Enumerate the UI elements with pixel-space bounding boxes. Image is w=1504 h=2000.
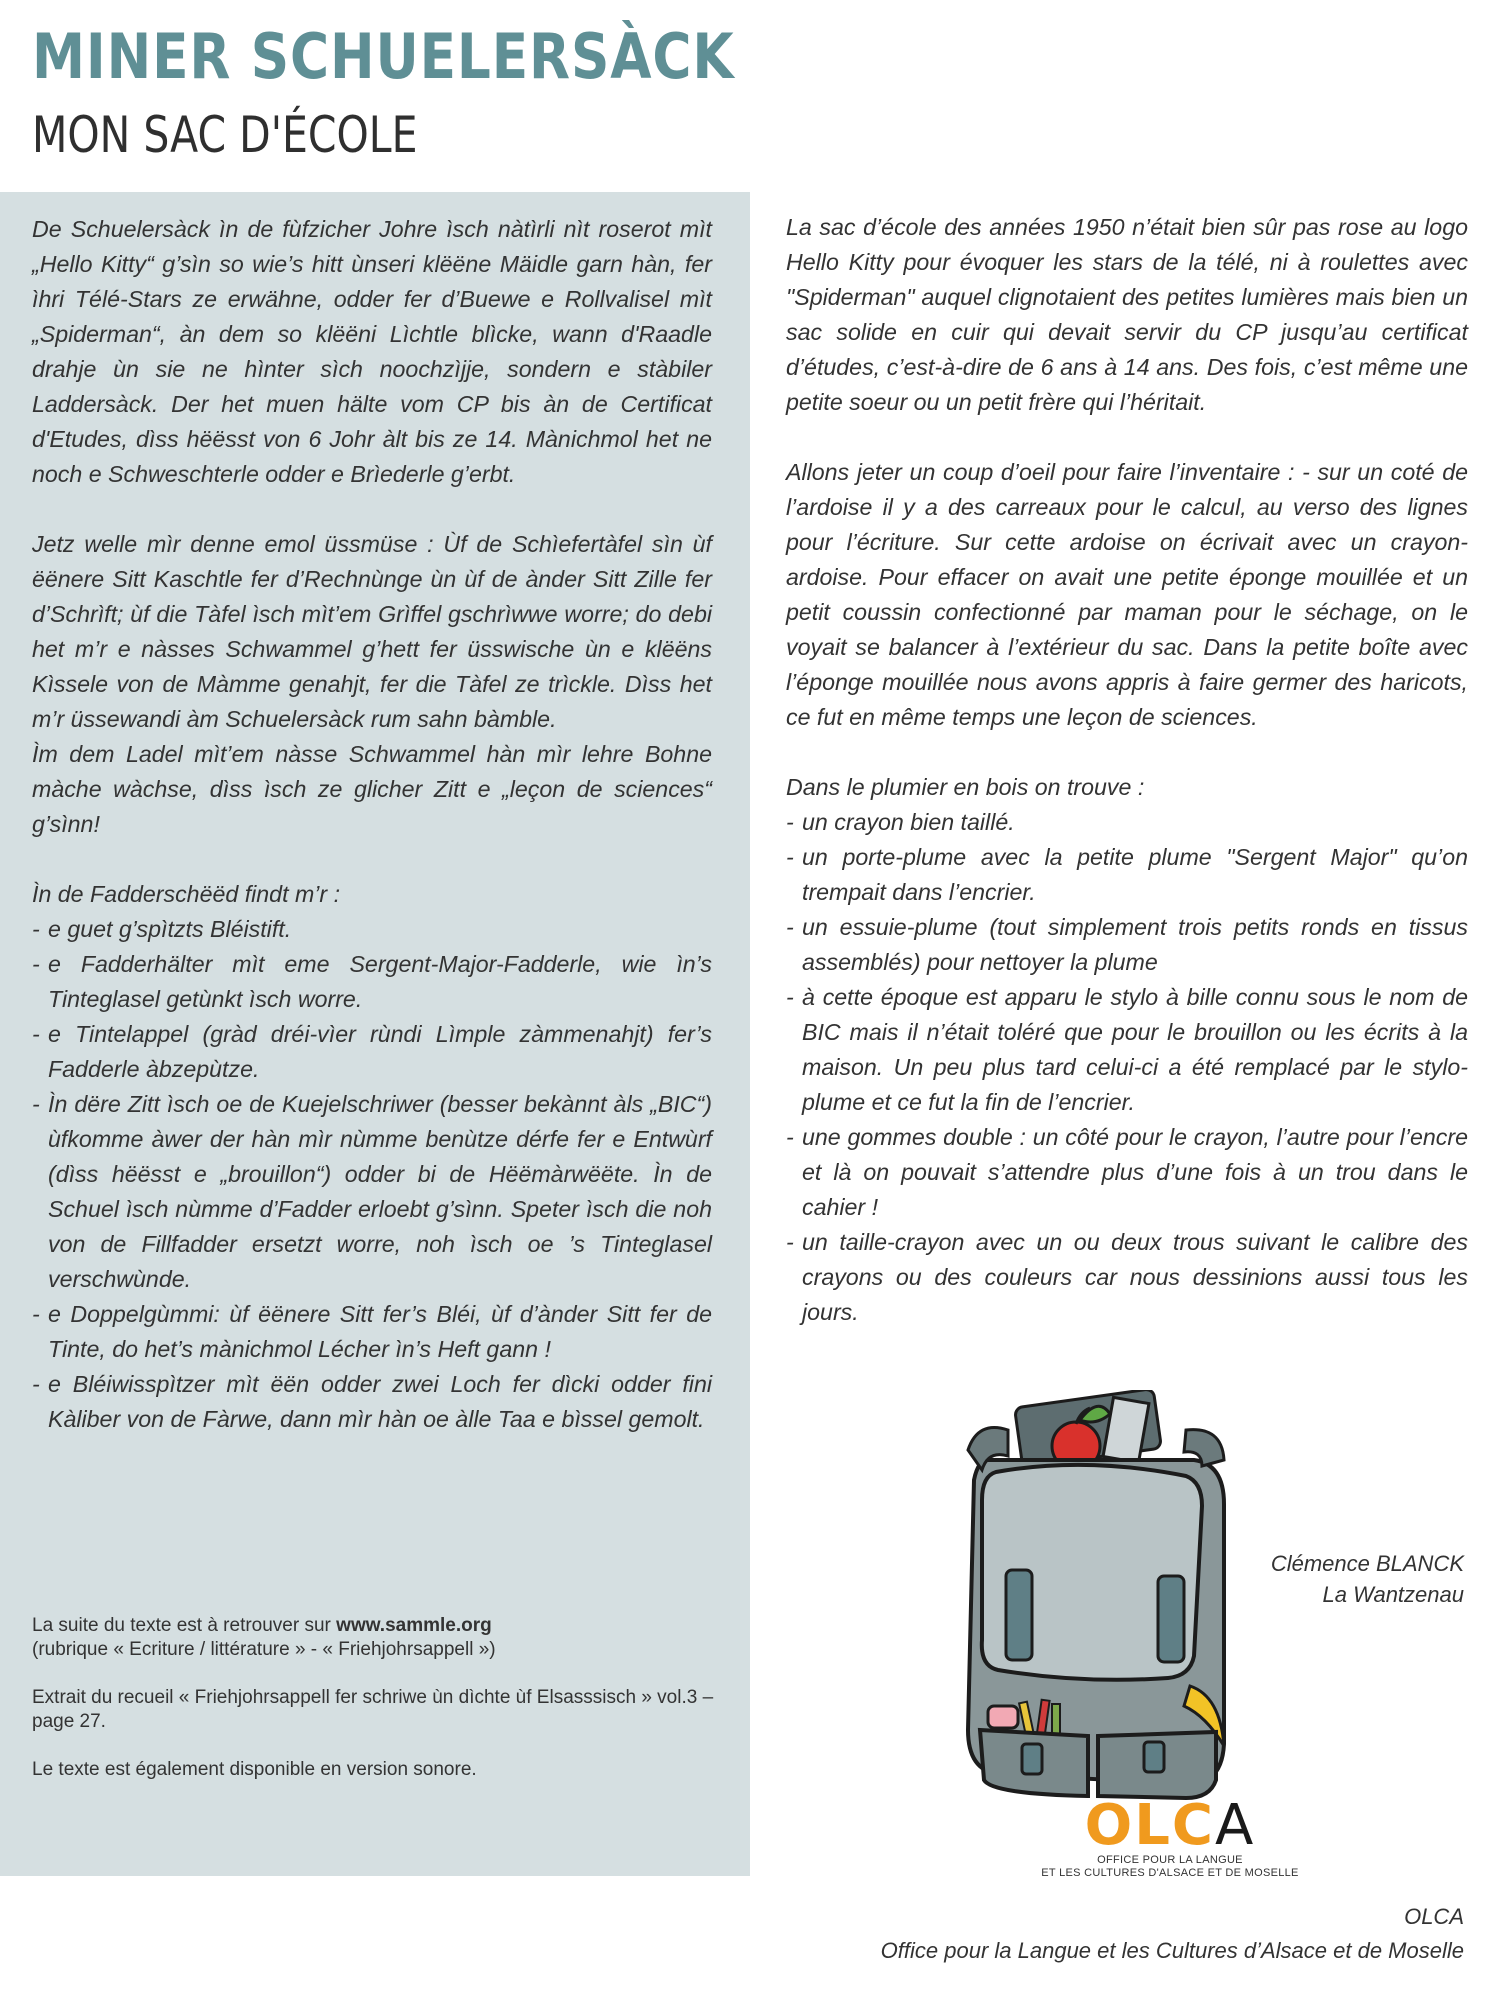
alsatian-panel: [0, 192, 750, 1876]
list-item: - e guet g’spìtzts Bléistift.: [32, 912, 712, 947]
list-item: - e Bléiwisspìtzer mìt ëën odder zwei Loch fer dìcki odder fini Kàliber von de Fàrwe, dann mìr hàn oe àlle Taa e bìssel gemolt.: [32, 1367, 712, 1437]
french-item-list: [786, 805, 1468, 1330]
alsatian-item-list: [32, 912, 712, 1437]
audio-note: Le texte est également disponible en version sonore.: [32, 1759, 477, 1780]
category-note: (rubrique « Ecriture / littérature » - « Friehjohrsappell »): [32, 1639, 496, 1660]
list-item: - e Tintelappel (gràd dréi-vìer rùndi Lìmple zàmmenahjt) fer’s Fadderle àbzepùtze.: [32, 1017, 712, 1087]
french-text: [786, 210, 1468, 1330]
alsatian-inventory: Jetz welle mìr denne emol üssmüse : Ùf de Schìefertàfel sìn ùf ëënere Sitt Kaschtle fer d’Rechnùnge ùn ùf de ànder Sitt Zille fer d’Schrìft; ùf die Tàfel ìsch mìt’em Grìffel gschrìwwe worre; do debi het m’r e nàsses Schwammel g’hett fer üsswische ùn e klëëns Kìssele von de Màmme genahjt, fer die Tàfel ze trìckle. Dìss het m’r üssewandi àm Schuelersàck rum sahn bàmble.: [32, 531, 712, 732]
french-intro: La sac d’école des années 1950 n’était bien sûr pas rose au logo Hello Kitty pour évoquer les stars de la télé, ni à roulettes avec "Spiderman" auquel clignotaient des petites lumières mais bien un sac solide en cuir qui devait servir du CP jusqu’au certificat d’études, c’est-à-dire de 6 ans à 14 ans. Des fois, c’est même une petite soeur ou un petit frère qui l’héritait.: [786, 214, 1468, 415]
french-inventory: Allons jeter un coup d’oeil pour faire l’inventaire : - sur un coté de l’ardoise il y a des carreaux pour le calcul, au verso des lignes pour l’écriture. Sur cette ardoise on écrivait avec un crayon-ardoise. Pour effacer on avait une petite éponge mouillée et un petit coussin confectionné par maman pour le séchage, on le voyait se balancer à l’extérieur du sac. Dans la petite boîte avec l’éponge mouillée nous avons appris à faire germer des haricots, ce fut en même temps une leçon de sciences.: [786, 459, 1468, 730]
olca-logo-line2: ET LES CULTURES D'ALSACE ET DE MOSELLE: [1041, 1867, 1299, 1879]
footer-full-name: Office pour la Langue et les Cultures d’Alsace et de Moselle: [880, 1938, 1464, 1963]
french-pencil-case-intro: Dans le plumier en bois on trouve :: [786, 774, 1145, 800]
olca-logo-main: OLC: [1084, 1793, 1216, 1858]
list-item: - e Doppelgùmmi: ùf ëënere Sitt fer’s Bléi, ùf d’ànder Sitt fer de Tinte, do het’s mànichmol Lécher ìn’s Heft gann !: [32, 1297, 712, 1367]
list-item: - à cette époque est apparu le stylo à bille connu sous le nom de BIC mais il n’était toléré que pour le brouillon ou les écrits à la maison. Un peu plus tard celui-ci a été remplacé par le stylo-plume et ce fut la fin de l’encrier.: [786, 980, 1468, 1120]
author-name: Clémence BLANCK: [1270, 1551, 1464, 1576]
list-item: - e Fadderhälter mìt eme Sergent-Major-Fadderle, wie ìn’s Tinteglasel getùnkt ìsch worre.: [32, 947, 712, 1017]
alsatian-pencil-case-intro: Ìn de Fadderschëëd findt m’r :: [32, 881, 341, 907]
footer-org: OLCA: [1404, 1904, 1464, 1929]
list-item: - Ìn dëre Zitt ìsch oe de Kuejelschriwer (besser bekànnt àls „BIC“) ùfkomme àwer der hàn mìr nùmme benùtze dérfe fer e Entwùrf (dìss hëësst e „brouillon“) odder bi de Hëëmàrwëëte. Ìn de Schuel ìsch nùmme d’Fadder erloebt g’sìnn. Speter ìsch die noh von de Fillfadder ersetzt worre, noh ìsch oe ’s Tinteglasel verschwùnde.: [32, 1087, 712, 1297]
olca-logo: [1030, 1793, 1310, 1880]
olca-logo-line1: OFFICE POUR LA LANGUE: [1097, 1854, 1243, 1866]
page-title: MINER SCHUELERSÀCK: [32, 20, 735, 93]
alsatian-intro: De Schuelersàck ìn de fùfzicher Johre ìsch nàtìrli nìt roserot mìt „Hello Kitty“ g’sìn so wie’s hitt ùnseri klëëne Mäidle garn hàn, fer ìhri Télé-Stars ze erwähne, odder fer d’Buewe e Rollvalisel mìt „Spiderman“, àn dem so klëëni Lìchtle blìcke, wann d'Raadle drahje ùn sie ne hìnter sìch noochzìjje, sondern e stàbiler Laddersàck. Der het muen hälte vom CP bis àn de Certificat d'Etudes, dìss hëësst von 6 Johr àlt bis ze 14. Mànichmol het ne noch e Schweschterle odder e Brìederle g’erbt.: [32, 216, 712, 487]
extract-note: Extrait du recueil « Friehjohrsappell fer schriwe ùn dìchte ùf Elsasssisch » vol.3 – page 27.: [32, 1687, 714, 1732]
list-item: - un taille-crayon avec un ou deux trous suivant le calibre des crayons ou des couleurs car nous dessinions aussi tous les jours.: [786, 1225, 1468, 1330]
author-place: La Wantzenau: [1322, 1582, 1464, 1607]
olca-logo-word: [1030, 1793, 1310, 1858]
list-item: - un crayon bien taillé.: [786, 805, 1468, 840]
source-notes: [32, 1614, 722, 1806]
footer: [881, 1900, 1464, 1968]
continuation-note: [32, 1614, 722, 1662]
page-subtitle: MON SAC D'ÉCOLE: [32, 106, 418, 164]
alsatian-beans: Ìm dem Ladel mìt’em nàsse Schwammel hàn mìr lehre Bohne màche wàchse, dìss ìsch ze glicher Zitt e „leçon de sciences“ g’sìnn!: [32, 741, 712, 837]
olca-logo-end: A: [1215, 1793, 1256, 1858]
list-item: - un essuie-plume (tout simplement trois petits ronds en tissus assemblés) pour nettoyer la plume: [786, 910, 1468, 980]
list-item: - une gommes double : un côté pour le crayon, l’autre pour l’encre et là on pouvait s’attendre plus d’une fois à un trou dans le cahier !: [786, 1120, 1468, 1225]
author-signature: [1271, 1548, 1464, 1610]
school-bag-illustration: [958, 1390, 1248, 1810]
continuation-prefix: La suite du texte est à retrouver sur: [32, 1615, 331, 1636]
alsatian-text: [32, 212, 712, 1437]
sammle-link[interactable]: www.sammle.org: [336, 1615, 492, 1636]
list-item: - un porte-plume avec la petite plume "Sergent Major" qu’on trempait dans l’encrier.: [786, 840, 1468, 910]
